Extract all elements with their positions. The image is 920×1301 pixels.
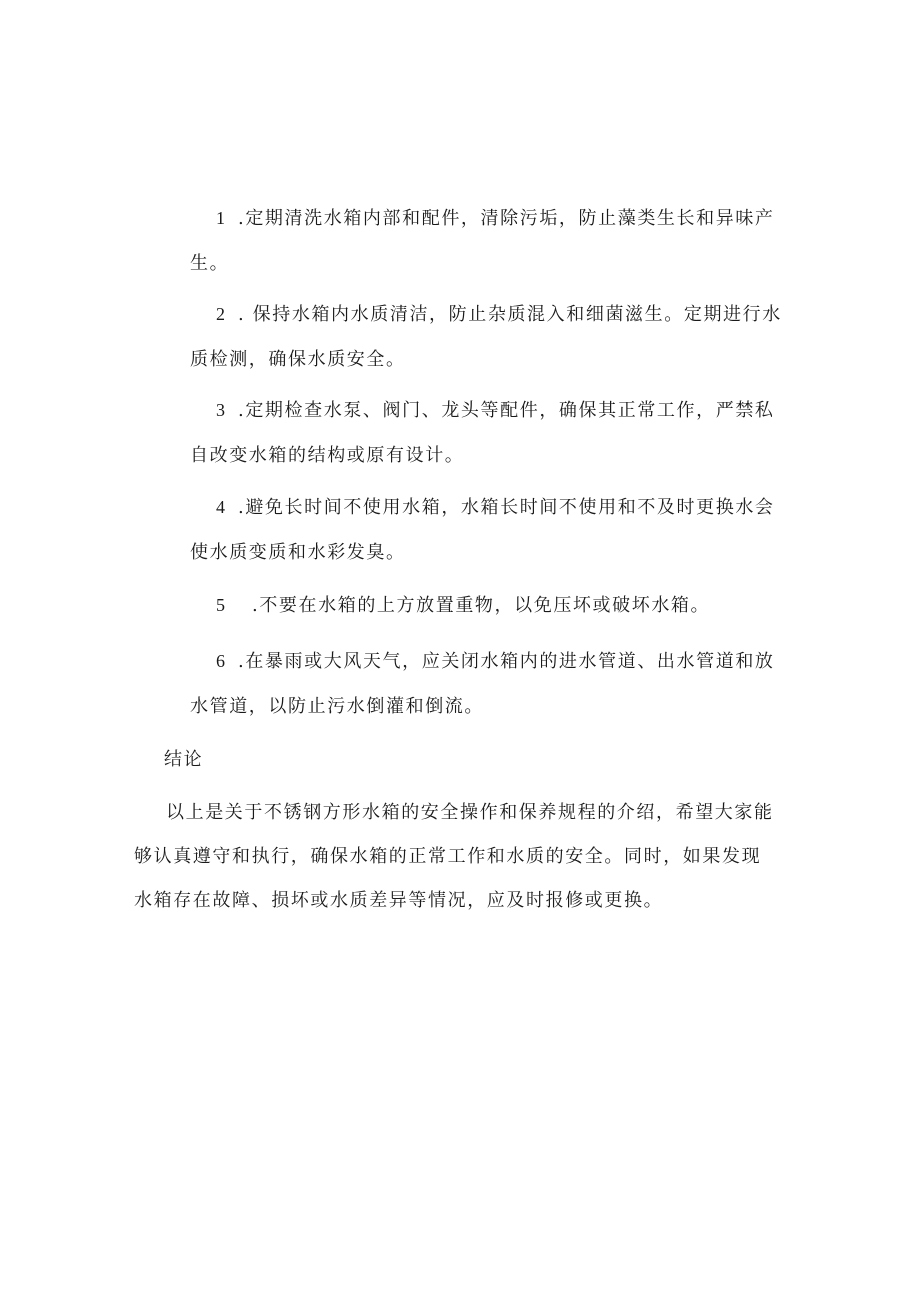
list-item-3-line-1 [190,387,800,433]
list-item-4-number: 4 [216,497,227,517]
conclusion-paragraph [134,791,814,923]
list-item-2-line-2: 质检测，确保水质安全。 [190,349,406,370]
list-item-6-line-1 [190,638,800,684]
list-item-1-line-2: 生。 [190,253,230,274]
list-item-6-number: 6 [216,651,227,671]
list-item-1-text: .定期清洗水箱内部和配件，清除污垢，防止藻类生长和异味产 [238,208,775,229]
list-item-5-text: .不要在水箱的上方放置重物，以免压坏或破坏水箱。 [252,595,711,616]
list-item-4 [190,484,800,576]
list-item-3-number: 3 [216,400,227,420]
conclusion-line-2: 够认真遵守和执行，确保水箱的正常工作和水质的安全。同时，如果发现 [134,846,762,867]
conclusion-line-3: 水箱存在故障、损坏或水质差异等情况，应及时报修或更换。 [134,890,664,911]
list-item-5-line-1 [190,582,800,628]
section-heading: 结论 [164,749,204,770]
list-item-6 [190,638,800,730]
list-item-2-text: . 保持水箱内水质清洁，防止杂质混入和细菌滋生。定期进行水 [238,304,782,325]
list-item-2 [190,291,800,383]
list-item-6-line-2: 水管道，以防止污水倒灌和倒流。 [190,696,484,717]
list-item-1 [190,195,800,287]
list-item-4-line-2: 使水质变质和水彩发臭。 [190,542,406,563]
list-item-3-text: .定期检查水泵、阀门、龙头等配件，确保其正常工作，严禁私 [238,400,775,421]
list-item-4-text: .避免长时间不使用水箱，水箱长时间不使用和不及时更换水会 [238,497,775,518]
list-item-1-line-1 [190,195,800,241]
list-item-2-number: 2 [216,304,227,324]
list-item-5 [190,582,800,628]
list-item-5-number: 5 [216,595,227,615]
list-item-3 [190,387,800,479]
list-item-6-text: .在暴雨或大风天气，应关闭水箱内的进水管道、出水管道和放 [238,651,775,672]
list-item-2-line-1 [190,291,800,337]
list-item-1-number: 1 [216,208,227,228]
list-item-3-line-2: 自改变水箱的结构或原有设计。 [190,445,465,466]
list-item-4-line-1 [190,484,800,530]
conclusion-line-1: 以上是关于不锈钢方形水箱的安全操作和保养规程的介绍，希望大家能 [166,802,774,823]
